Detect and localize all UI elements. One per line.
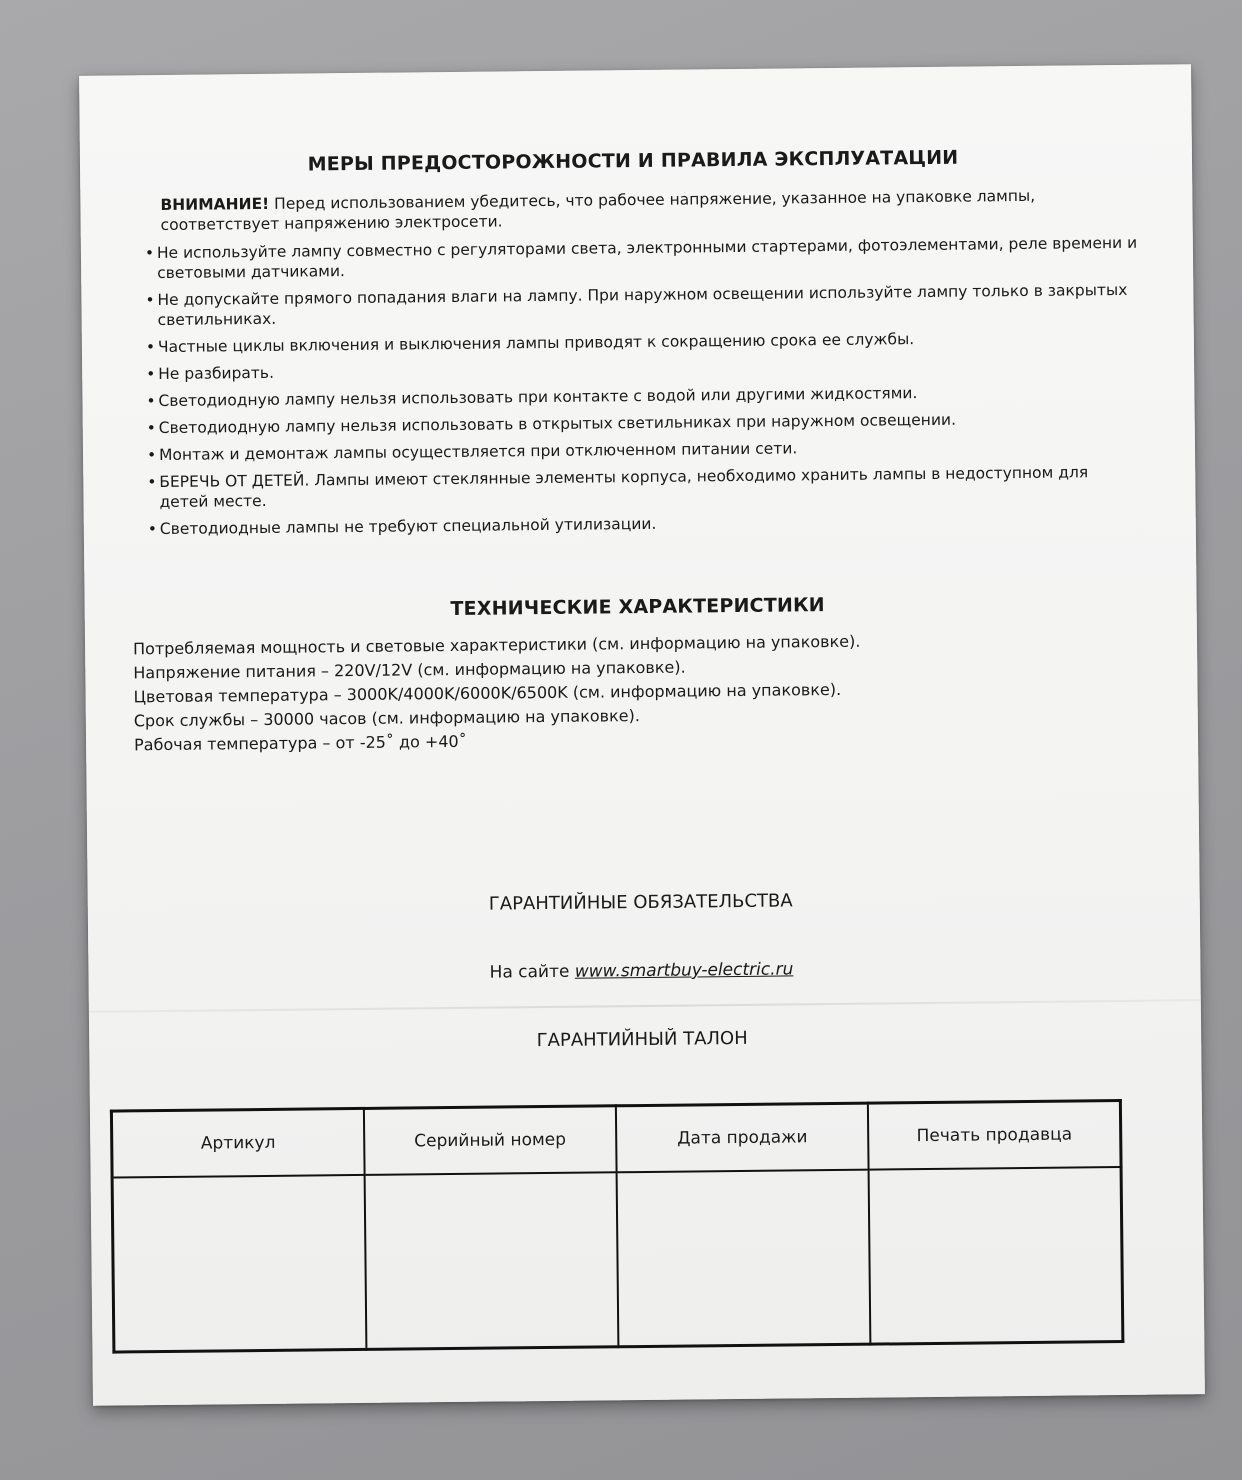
spec-line: Срок службы – 30000 часов (см. информацию на упаковке). — [133, 706, 640, 731]
sheet-content — [128, 145, 1147, 1056]
column-header-seller-stamp: Печать продавца — [868, 1101, 1121, 1170]
website-prefix: На сайте — [489, 961, 575, 983]
website-link[interactable]: www.smartbuy-electric.ru — [574, 959, 794, 982]
specs-list — [133, 627, 1144, 758]
website-line — [136, 956, 1146, 987]
spec-line: Рабочая температура – от -25˚ до +40˚ — [133, 731, 467, 755]
specs-title: ТЕХНИЧЕСКИЕ ХАРАКТЕРИСТИКИ — [450, 594, 825, 620]
column-header-serial: Серийный номер — [364, 1106, 617, 1175]
list-item: • Не допускайте прямого попадания влаги на лампу. При наружном освещении используйте лампу только в закрытых светильниках. — [145, 280, 1139, 330]
seller-stamp-cell[interactable] — [869, 1167, 1123, 1344]
warranty-table — [110, 1099, 1124, 1354]
list-item: • БЕРЕЧЬ ОТ ДЕТЕЙ. Лампы имеют стеклянные элементы корпуса, необходимо хранить лампы в недоступном для детей месте. — [147, 462, 1141, 512]
warning-text: Перед использованием убедитесь, что рабочее напряжение, указанное на упаковке лампы, соответствует напряжению электросети. — [160, 186, 1036, 235]
list-item: • Не используйте лампу совместно с регуляторами света, электронными стартерами, фотоэлементами, реле времени и световыми датчиками. — [145, 233, 1139, 283]
list-item: • Светодиодную лампу нельзя использовать при контакте с водой или другими жидкостями. — [146, 381, 1140, 411]
list-item: • Светодиодные лампы не требуют специальной утилизации. — [148, 509, 1142, 539]
spec-line: Цветовая температура – 3000K/4000K/6000K/6500K (см. информацию на упаковке). — [133, 679, 842, 707]
table-header-row — [111, 1101, 1121, 1178]
warning-paragraph — [160, 185, 1138, 235]
column-header-article: Артикул — [111, 1108, 364, 1177]
precautions-list — [145, 233, 1142, 539]
list-item: • Не разбирать. — [146, 354, 1140, 384]
list-item: • Светодиодную лампу нельзя использовать в открытых светильниках при наружном освещении. — [147, 408, 1141, 438]
warning-label: ВНИМАНИЕ! — [160, 194, 270, 215]
article-cell[interactable] — [112, 1175, 366, 1352]
sale-date-cell[interactable] — [617, 1170, 871, 1347]
list-item: • Монтаж и демонтаж лампы осуществляется при отключенном питании сети. — [147, 435, 1141, 465]
serial-cell[interactable] — [364, 1172, 618, 1349]
list-item: • Частные циклы включения и выключения лампы приводят к сокращению срока ее службы. — [146, 327, 1140, 357]
column-header-sale-date: Дата продажи — [616, 1103, 869, 1172]
spec-line: Потребляемая мощность и световые характеристики (см. информацию на упаковке). — [132, 631, 861, 659]
table-row — [112, 1167, 1123, 1352]
guarantee-title: ГАРАНТИЙНЫЕ ОБЯЗАТЕЛЬСТВА — [488, 890, 793, 915]
spec-line: Напряжение питания – 220V/12V (см. информацию на упаковке). — [133, 657, 686, 683]
warranty-card-title: ГАРАНТИЙНЫЙ ТАЛОН — [536, 1027, 748, 1052]
instruction-sheet — [79, 64, 1205, 1406]
precautions-title: МЕРЫ ПРЕДОСТОРОЖНОСТИ И ПРАВИЛА ЭКСПЛУАТАЦИИ — [307, 146, 959, 176]
